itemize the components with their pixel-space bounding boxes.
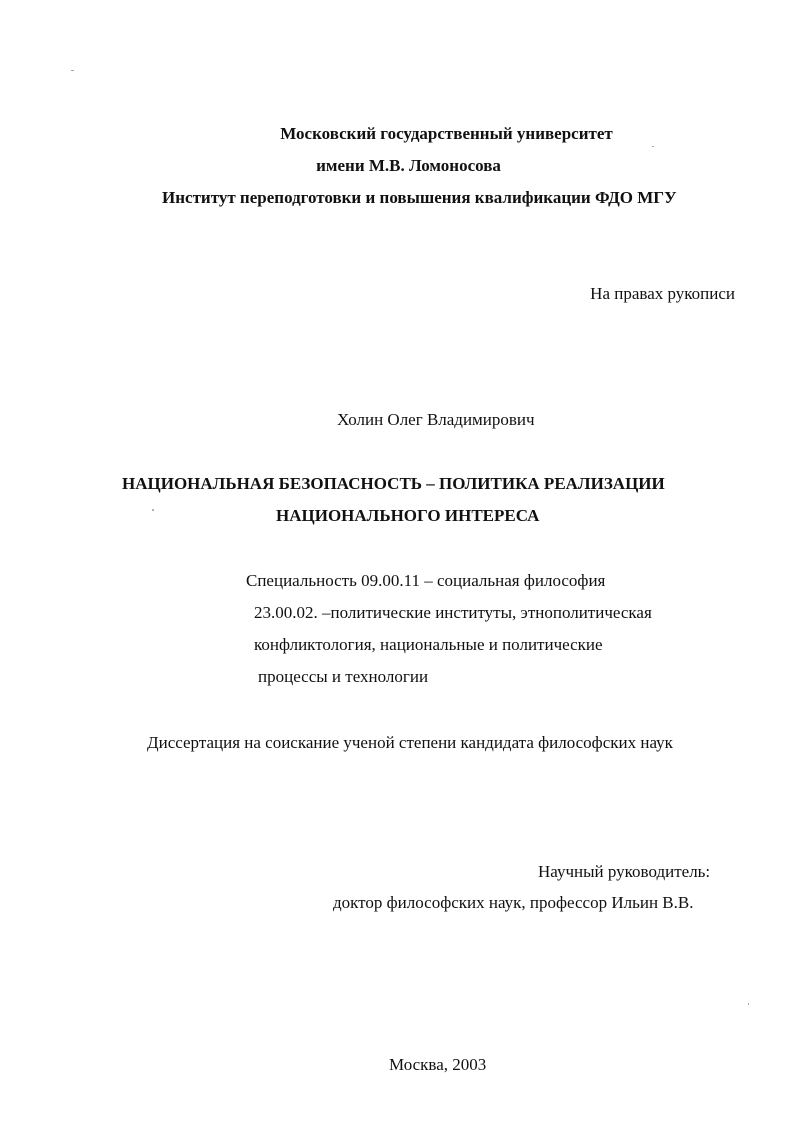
specialty-line-2: 23.00.02. –политические институты, этнополитическая xyxy=(254,603,652,622)
institute-name: Институт переподготовки и повышения квалификации ФДО МГУ xyxy=(162,188,677,207)
specialty-line-4: процессы и технологии xyxy=(258,667,429,686)
scan-speck xyxy=(652,146,654,147)
degree-statement: Диссертация на соискание ученой степени кандидата философских наук xyxy=(147,733,673,752)
university-named-after: имени М.В. Ломоносова xyxy=(316,156,501,175)
supervisor-label: Научный руководитель: xyxy=(538,862,711,881)
scan-speck xyxy=(71,70,74,71)
dissertation-title-line-1: НАЦИОНАЛЬНАЯ БЕЗОПАСНОСТЬ – ПОЛИТИКА РЕАЛИЗАЦИИ xyxy=(122,474,665,493)
university-name: Московский государственный университет xyxy=(280,124,613,143)
specialty-line-1: Специальность 09.00.11 – социальная философия xyxy=(246,571,606,590)
place-and-year: Москва, 2003 xyxy=(389,1055,487,1074)
specialty-line-3: конфликтология, национальные и политические xyxy=(254,635,603,654)
supervisor-name: доктор философских наук, профессор Ильин В.В. xyxy=(333,893,694,912)
scan-speck xyxy=(748,1003,749,1005)
dissertation-title-line-2: НАЦИОНАЛЬНОГО ИНТЕРЕСА xyxy=(276,506,540,525)
author-name: Холин Олег Владимирович xyxy=(337,410,535,429)
scan-speck xyxy=(152,509,154,511)
manuscript-note: На правах рукописи xyxy=(590,284,735,303)
